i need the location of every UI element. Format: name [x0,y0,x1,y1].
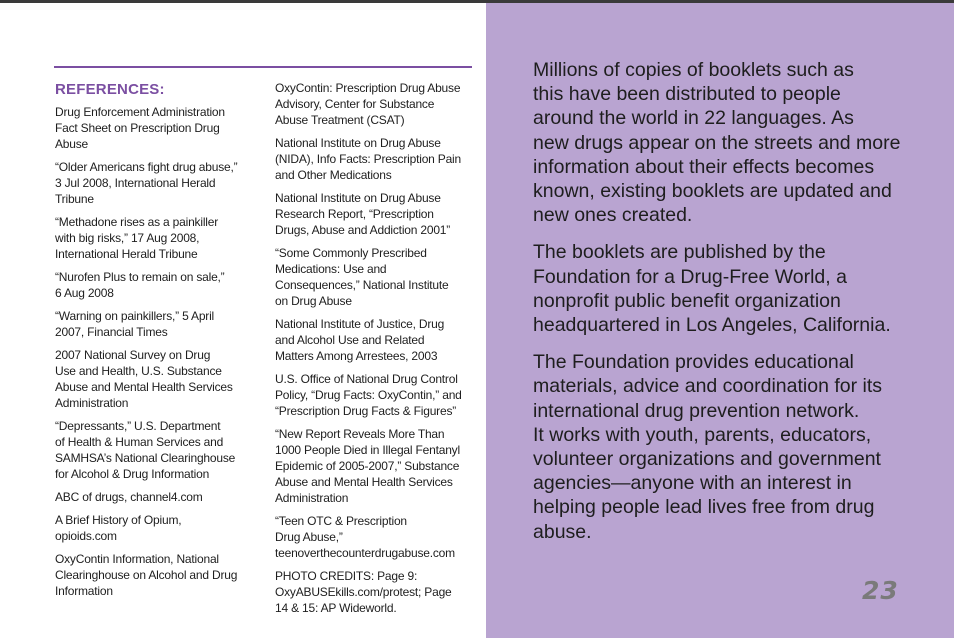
foundation-info-text [533,58,928,557]
reference-item: “Depressants,” U.S. Department of Health & Human Services and SAMHSA’s National Clearinghouse for Alcohol & Drug Information [55,419,236,481]
reference-item: “Some Commonly Prescribed Medications: Use and Consequences,” National Institute on Drug Abuse [275,246,449,308]
reference-item: Drug Enforcement Administration Fact Sheet on Prescription Drug Abuse [55,105,225,151]
reference-item: “New Report Reveals More Than 1000 People Died in Illegal Fentanyl Epidemic of 2005-2007,” Substance Abuse and Mental Health Services Administration [275,427,460,505]
reference-item: “Teen OTC & Prescription Drug Abuse,” teenoverthecounterdrugabuse.com [275,514,455,560]
reference-item: “Nurofen Plus to remain on sale,” 6 Aug 2008 [55,270,225,300]
reference-item: U.S. Office of National Drug Control Policy, “Drug Facts: OxyContin,” and “Prescription Drug Facts & Figures” [275,372,462,418]
references-column-2 [275,80,475,623]
body-paragraph: The booklets are published by the Foundation for a Drug-Free World, a nonprofit public benefit organization headquartered in Los Angeles, California. [533,241,891,337]
reference-item: “Older Americans fight drug abuse,” 3 Jul 2008, International Herald Tribune [55,160,238,206]
reference-item: National Institute of Justice, Drug and Alcohol Use and Related Matters Among Arrestees, 2003 [275,317,445,363]
reference-item: ABC of drugs, channel4.com [55,490,203,504]
reference-item: OxyContin: Prescription Drug Abuse Advisory, Center for Substance Abuse Treatment (CSAT) [275,81,461,127]
reference-item: “Methadone rises as a painkiller with big risks,” 17 Aug 2008, International Herald Tribune [55,215,219,261]
reference-item: PHOTO CREDITS: Page 9: OxyABUSEkills.com/protest; Page 14 & 15: AP Wideworld. [275,569,452,615]
reference-item: National Institute on Drug Abuse Research Report, “Prescription Drugs, Abuse and Addiction 2001” [275,191,451,237]
reference-item: “Warning on painkillers,” 5 April 2007, Financial Times [55,309,215,339]
body-paragraph: Millions of copies of booklets such as this have been distributed to people around the world in 22 languages. As new drugs appear on the streets and more information about their effects becomes known, existing booklets are updated and new ones created. [533,59,901,227]
reference-item: National Institute on Drug Abuse (NIDA), Info Facts: Prescription Pain and Other Medications [275,136,461,182]
references-heading: REFERENCES: [55,81,165,98]
references-divider [54,66,472,68]
page-number: 23 [862,576,899,605]
reference-item: 2007 National Survey on Drug Use and Health, U.S. Substance Abuse and Mental Health Services Administration [55,348,233,410]
references-column-1 [55,104,270,606]
reference-item: OxyContin Information, National Clearinghouse on Alcohol and Drug Information [55,552,238,598]
body-paragraph: The Foundation provides educational materials, advice and coordination for its international drug prevention network. It works with youth, parents, educators, volunteer organizations and government agencies—anyone with an interest in helping people lead lives free from drug abuse. [533,351,883,543]
reference-item: A Brief History of Opium, opioids.com [55,513,182,543]
